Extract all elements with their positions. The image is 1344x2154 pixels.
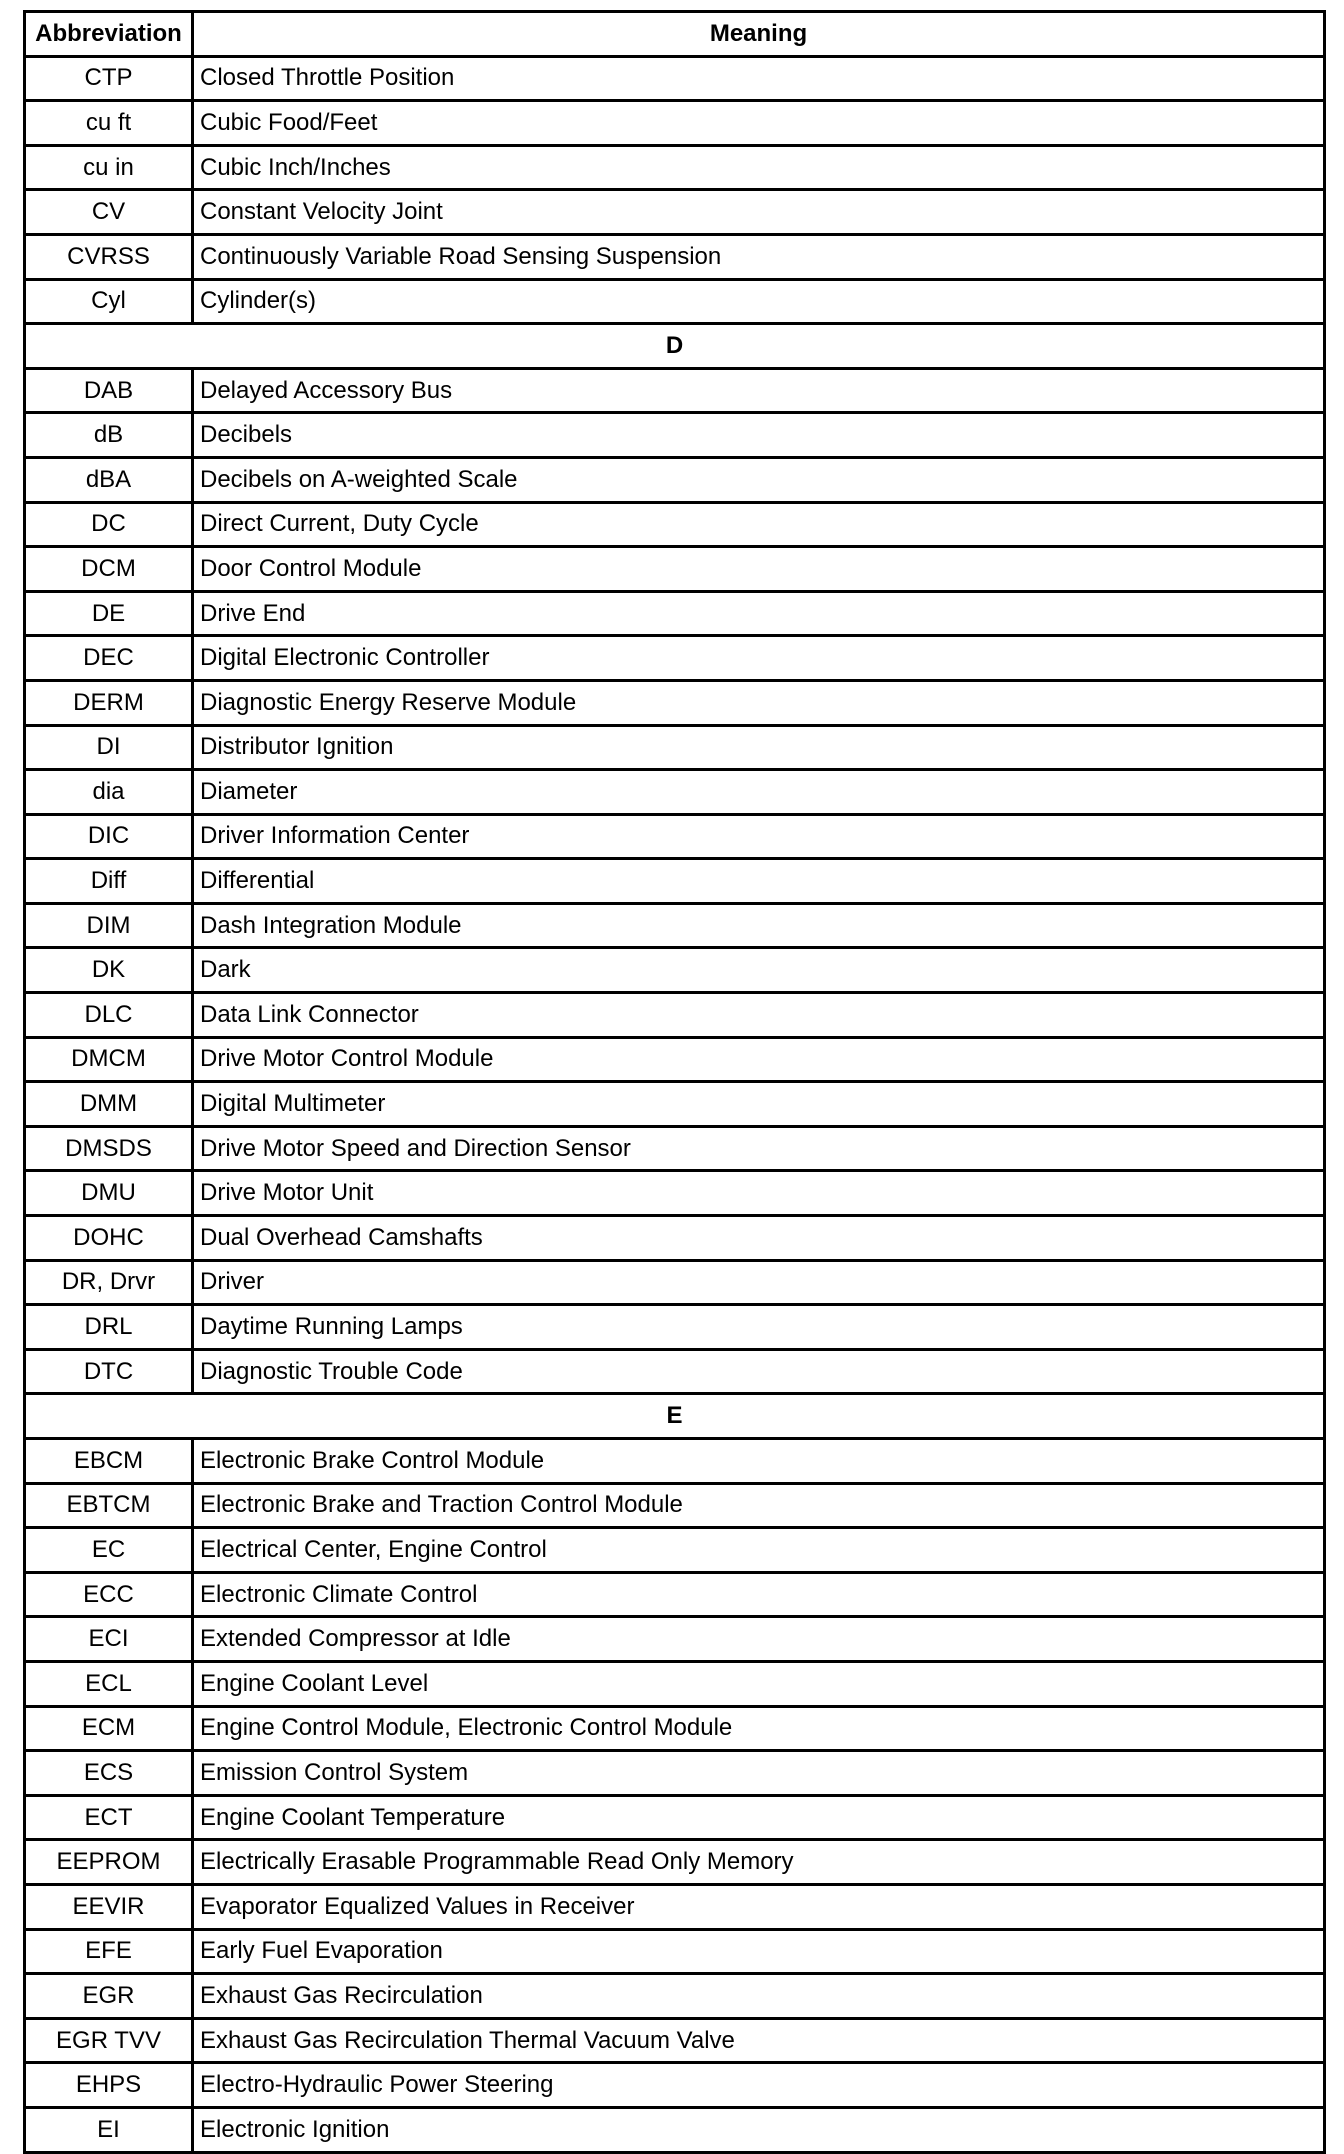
table-row [25,680,1325,725]
abbreviation-cell: DMCM [25,1037,193,1082]
meaning-cell: Engine Coolant Temperature [193,1795,1325,1840]
meaning-cell: Dark [193,948,1325,993]
table-row [25,1349,1325,1394]
abbreviation-cell: DE [25,591,193,636]
meaning-cell: Emission Control System [193,1751,1325,1796]
meaning-cell: Daytime Running Lamps [193,1305,1325,1350]
meaning-cell: Diameter [193,770,1325,815]
table-row [25,457,1325,502]
meaning-cell: Dual Overhead Camshafts [193,1216,1325,1261]
table-row [25,502,1325,547]
meaning-cell: Electronic Climate Control [193,1572,1325,1617]
meaning-cell: Cylinder(s) [193,279,1325,324]
meaning-cell: Digital Electronic Controller [193,636,1325,681]
abbreviation-cell: DMM [25,1082,193,1127]
meaning-cell: Early Fuel Evaporation [193,1929,1325,1974]
abbreviation-cell: EFE [25,1929,193,1974]
table-header [25,12,1325,57]
abbreviation-cell: ECC [25,1572,193,1617]
meaning-cell: Engine Control Module, Electronic Control Module [193,1706,1325,1751]
meaning-cell: Door Control Module [193,547,1325,592]
abbreviation-cell: ECI [25,1617,193,1662]
table-row [25,1082,1325,1127]
meaning-cell: Dash Integration Module [193,903,1325,948]
meaning-cell: Decibels on A-weighted Scale [193,457,1325,502]
abbreviation-cell: CTP [25,56,193,101]
table-row [25,1305,1325,1350]
abbreviation-cell: CV [25,190,193,235]
meaning-cell: Exhaust Gas Recirculation [193,1974,1325,2019]
table-body [25,56,1325,2152]
abbreviation-cell: dB [25,413,193,458]
table-row [25,636,1325,681]
table-row [25,1795,1325,1840]
meaning-cell: Drive Motor Speed and Direction Sensor [193,1126,1325,1171]
table-row [25,2018,1325,2063]
abbreviation-cell: EGR TVV [25,2018,193,2063]
section-heading: D [25,324,1325,369]
abbreviation-cell: CVRSS [25,234,193,279]
table-row [25,1439,1325,1484]
meaning-cell: Driver [193,1260,1325,1305]
meaning-cell: Cubic Inch/Inches [193,145,1325,190]
table-row [25,1126,1325,1171]
meaning-cell: Drive End [193,591,1325,636]
abbreviation-cell: DCM [25,547,193,592]
table-row [25,1751,1325,1796]
meaning-cell: Electro-Hydraulic Power Steering [193,2063,1325,2108]
meaning-cell: Electronic Brake and Traction Control Module [193,1483,1325,1528]
table-row [25,1974,1325,2019]
table-row [25,1617,1325,1662]
table-row [25,948,1325,993]
abbreviation-cell: EI [25,2107,193,2152]
table-row [25,993,1325,1038]
header-abbreviation: Abbreviation [25,12,193,57]
meaning-cell: Electrical Center, Engine Control [193,1528,1325,1573]
table-row [25,1840,1325,1885]
meaning-cell: Decibels [193,413,1325,458]
table-row [25,903,1325,948]
table-row [25,1528,1325,1573]
abbreviation-cell: DERM [25,680,193,725]
header-row [25,12,1325,57]
meaning-cell: Diagnostic Trouble Code [193,1349,1325,1394]
abbreviation-cell: EHPS [25,2063,193,2108]
abbreviation-cell: dia [25,770,193,815]
table-row [25,814,1325,859]
abbreviation-cell: EBTCM [25,1483,193,1528]
abbreviation-cell: DEC [25,636,193,681]
abbreviation-cell: cu ft [25,101,193,146]
meaning-cell: Diagnostic Energy Reserve Module [193,680,1325,725]
abbreviation-cell: DAB [25,368,193,413]
meaning-cell: Data Link Connector [193,993,1325,1038]
table-row [25,2063,1325,2108]
meaning-cell: Distributor Ignition [193,725,1325,770]
meaning-cell: Differential [193,859,1325,904]
abbreviation-cell: ECM [25,1706,193,1751]
table-row [25,1216,1325,1261]
abbreviation-cell: DLC [25,993,193,1038]
table-row [25,1661,1325,1706]
table-row [25,1706,1325,1751]
abbreviation-cell: ECT [25,1795,193,1840]
abbreviation-cell: EEPROM [25,1840,193,1885]
meaning-cell: Evaporator Equalized Values in Receiver [193,1884,1325,1929]
abbreviation-cell: cu in [25,145,193,190]
table-row [25,1260,1325,1305]
table-row [25,368,1325,413]
abbreviation-cell: DRL [25,1305,193,1350]
meaning-cell: Closed Throttle Position [193,56,1325,101]
abbreviation-cell: DIC [25,814,193,859]
table-row [25,1171,1325,1216]
meaning-cell: Digital Multimeter [193,1082,1325,1127]
meaning-cell: Driver Information Center [193,814,1325,859]
meaning-cell: Delayed Accessory Bus [193,368,1325,413]
abbreviation-cell: DC [25,502,193,547]
table-row [25,547,1325,592]
meaning-cell: Electronic Brake Control Module [193,1439,1325,1484]
table-row [25,101,1325,146]
meaning-cell: Cubic Food/Feet [193,101,1325,146]
table-row [25,56,1325,101]
meaning-cell: Engine Coolant Level [193,1661,1325,1706]
meaning-cell: Direct Current, Duty Cycle [193,502,1325,547]
table-row [25,145,1325,190]
header-meaning: Meaning [193,12,1325,57]
abbreviation-cell: DK [25,948,193,993]
abbreviation-cell: DR, Drvr [25,1260,193,1305]
abbreviation-cell: ECL [25,1661,193,1706]
meaning-cell: Drive Motor Control Module [193,1037,1325,1082]
table-row [25,234,1325,279]
abbreviation-cell: EBCM [25,1439,193,1484]
table-row [25,1884,1325,1929]
meaning-cell: Constant Velocity Joint [193,190,1325,235]
table-row [25,190,1325,235]
section-row [25,324,1325,369]
meaning-cell: Electrically Erasable Programmable Read Only Memory [193,1840,1325,1885]
table-row [25,725,1325,770]
abbreviation-cell: Diff [25,859,193,904]
table-row [25,770,1325,815]
section-row [25,1394,1325,1439]
table-row [25,413,1325,458]
abbreviation-cell: dBA [25,457,193,502]
abbreviation-cell: DTC [25,1349,193,1394]
table-row [25,1037,1325,1082]
table-row [25,279,1325,324]
table-row [25,859,1325,904]
abbreviation-cell: DI [25,725,193,770]
abbreviation-cell: EC [25,1528,193,1573]
abbreviation-table [23,10,1326,2154]
table-row [25,1929,1325,1974]
abbreviation-cell: DMU [25,1171,193,1216]
table-row [25,591,1325,636]
meaning-cell: Drive Motor Unit [193,1171,1325,1216]
table-row [25,1572,1325,1617]
table-row [25,1483,1325,1528]
meaning-cell: Extended Compressor at Idle [193,1617,1325,1662]
meaning-cell: Continuously Variable Road Sensing Suspension [193,234,1325,279]
meaning-cell: Electronic Ignition [193,2107,1325,2152]
abbreviation-cell: ECS [25,1751,193,1796]
abbreviation-cell: EGR [25,1974,193,2019]
section-heading: E [25,1394,1325,1439]
abbreviation-cell: DMSDS [25,1126,193,1171]
abbreviation-cell: DOHC [25,1216,193,1261]
abbreviation-cell: Cyl [25,279,193,324]
abbreviation-cell: EEVIR [25,1884,193,1929]
table-row [25,2107,1325,2152]
abbreviation-cell: DIM [25,903,193,948]
meaning-cell: Exhaust Gas Recirculation Thermal Vacuum Valve [193,2018,1325,2063]
